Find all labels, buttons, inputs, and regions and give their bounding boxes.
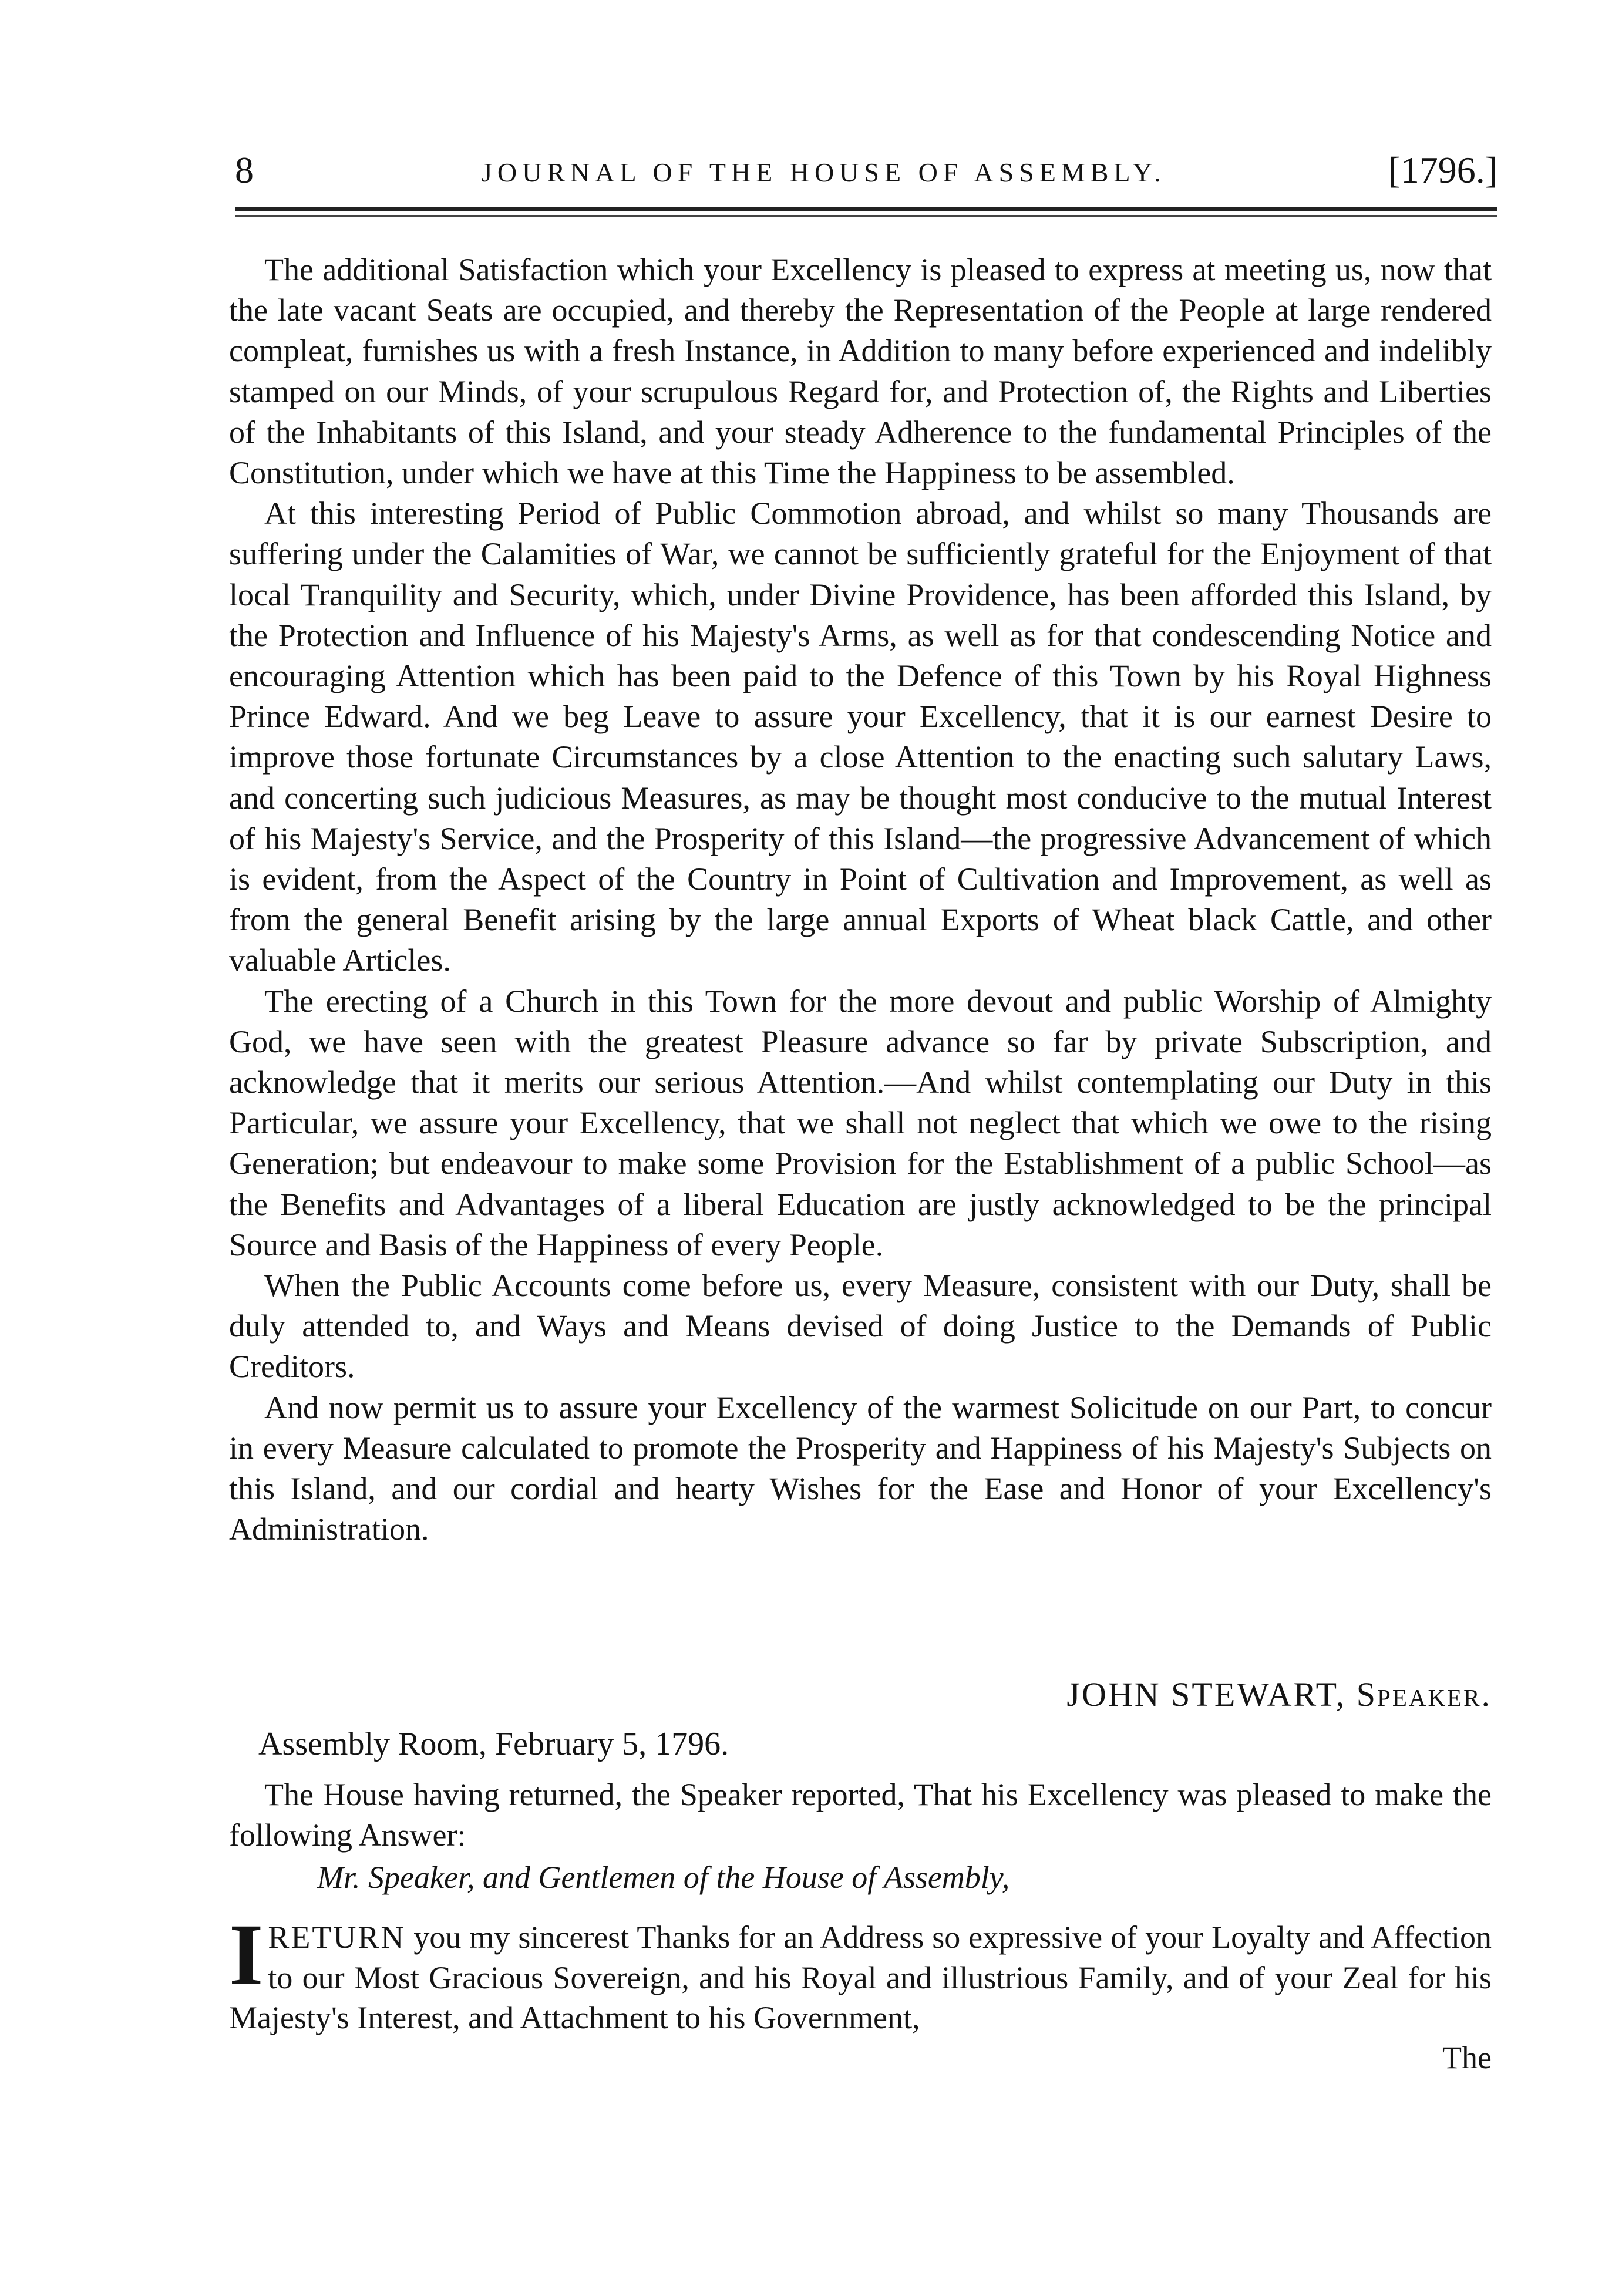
drop-cap: I [229,1906,264,2004]
speaker-signature: JOHN STEWART, Speaker. [1066,1675,1492,1713]
answer-text: you my sincerest Thanks for an Address so expressive of your Loyalty and Affection to our Most Gracious Sovereign, and his Royal and illustrious Family, and of your Zeal for his Majesty's Interest, and Attachment to his Government, [229,1920,1492,2035]
page-number: 8 [235,149,254,191]
address-paragraph: The erecting of a Church in this Town for the more devout and public Worship of Almighty God, we have seen with the greatest Pleasure advance so far by private Subscription, and acknowledge that it merits our serious Attention.—And whilst contemplating our Duty in this Particular, we assure your Excellency, that we shall not neglect that which we owe to the rising Generation; but endeavour to make some Provision for the Establishment of a public School—as the Benefits and Advantages of a liberal Education are justly acknowledged to be the principal Source and Basis of the Happiness of every People. [229,983,1492,1263]
header-year: [1796.] [1388,149,1497,191]
address-paragraph: At this interesting Period of Public Commotion abroad, and whilst so many Thousands are suffering under the Calamities of War, we cannot be sufficiently grateful for the Enjoyment of that local Tranquility and Security, which, under Divine Providence, has been afforded this Island, by the Protection and Influence of his Majesty's Arms, as well as for that condescending Notice and encouraging Attention which has been paid to the Defence of this Town by his Royal Highness Prince Edward. And we beg Leave to assure your Excellency, that it is our earnest Desire to improve those fortunate Circumstances by a close Attention to the enacting such salutary Laws, and concerting such judicious Measures, as may be thought most conducive to the mutual Interest of his Majesty's Service, and the Prosperity of this Island—the progressive Advancement of which is evident, from the Aspect of the Country in Point of Cultivation and Improvement, as well as from the general Benefit arising by the large annual Exports of Wheat black Cattle, and other valuable Articles. [229,496,1492,978]
answer-first-word: RETURN [268,1920,406,1955]
governor-answer [229,1906,1492,2038]
report-paragraph: The House having returned, the Speaker reported, That his Excellency was pleased to make the following Answer: [229,1777,1492,1853]
dateline: Assembly Room, February 5, 1796. [258,1726,729,1762]
speaker-report [229,1775,1492,1856]
header-rule-thin [235,215,1497,217]
running-title: JOURNAL OF THE HOUSE OF ASSEMBLY. [482,157,1166,187]
page-header [235,147,1497,200]
header-rule [235,207,1497,211]
address-paragraph: The additional Satisfaction which your Excellency is pleased to express at meeting us, now that the late vacant Seats are occupied, and thereby the Representation of the People at large rendered compleat, furnishes us with a fresh Instance, in Addition to many before experienced and indelibly stamped on our Minds, of your scrupulous Regard for, and Protection of, the Rights and Liberties of the Inhabitants of this Island, and your steady Adherence to the fundamental Principles of the Constitution, under which we have at this Time the Happiness to be assembled. [229,252,1492,491]
answer-salutation: Mr. Speaker, and Gentlemen of the House of Assembly, [317,1860,1010,1895]
address-paragraph: And now permit us to assure your Excellency of the warmest Solicitude on our Part, to concur in every Measure calculated to promote the Prosperity and Happiness of his Majesty's Subjects on this Island, and our cordial and hearty Wishes for the Ease and Honor of your Excellency's Administration. [229,1389,1492,1547]
catchword: The [1442,2040,1492,2075]
address-paragraph: When the Public Accounts come before us, every Measure, consistent with our Duty, shall be duly attended to, and Ways and Means devised of doing Justice to the Demands of Public Creditors. [229,1268,1492,1385]
address-body [229,250,1492,1550]
